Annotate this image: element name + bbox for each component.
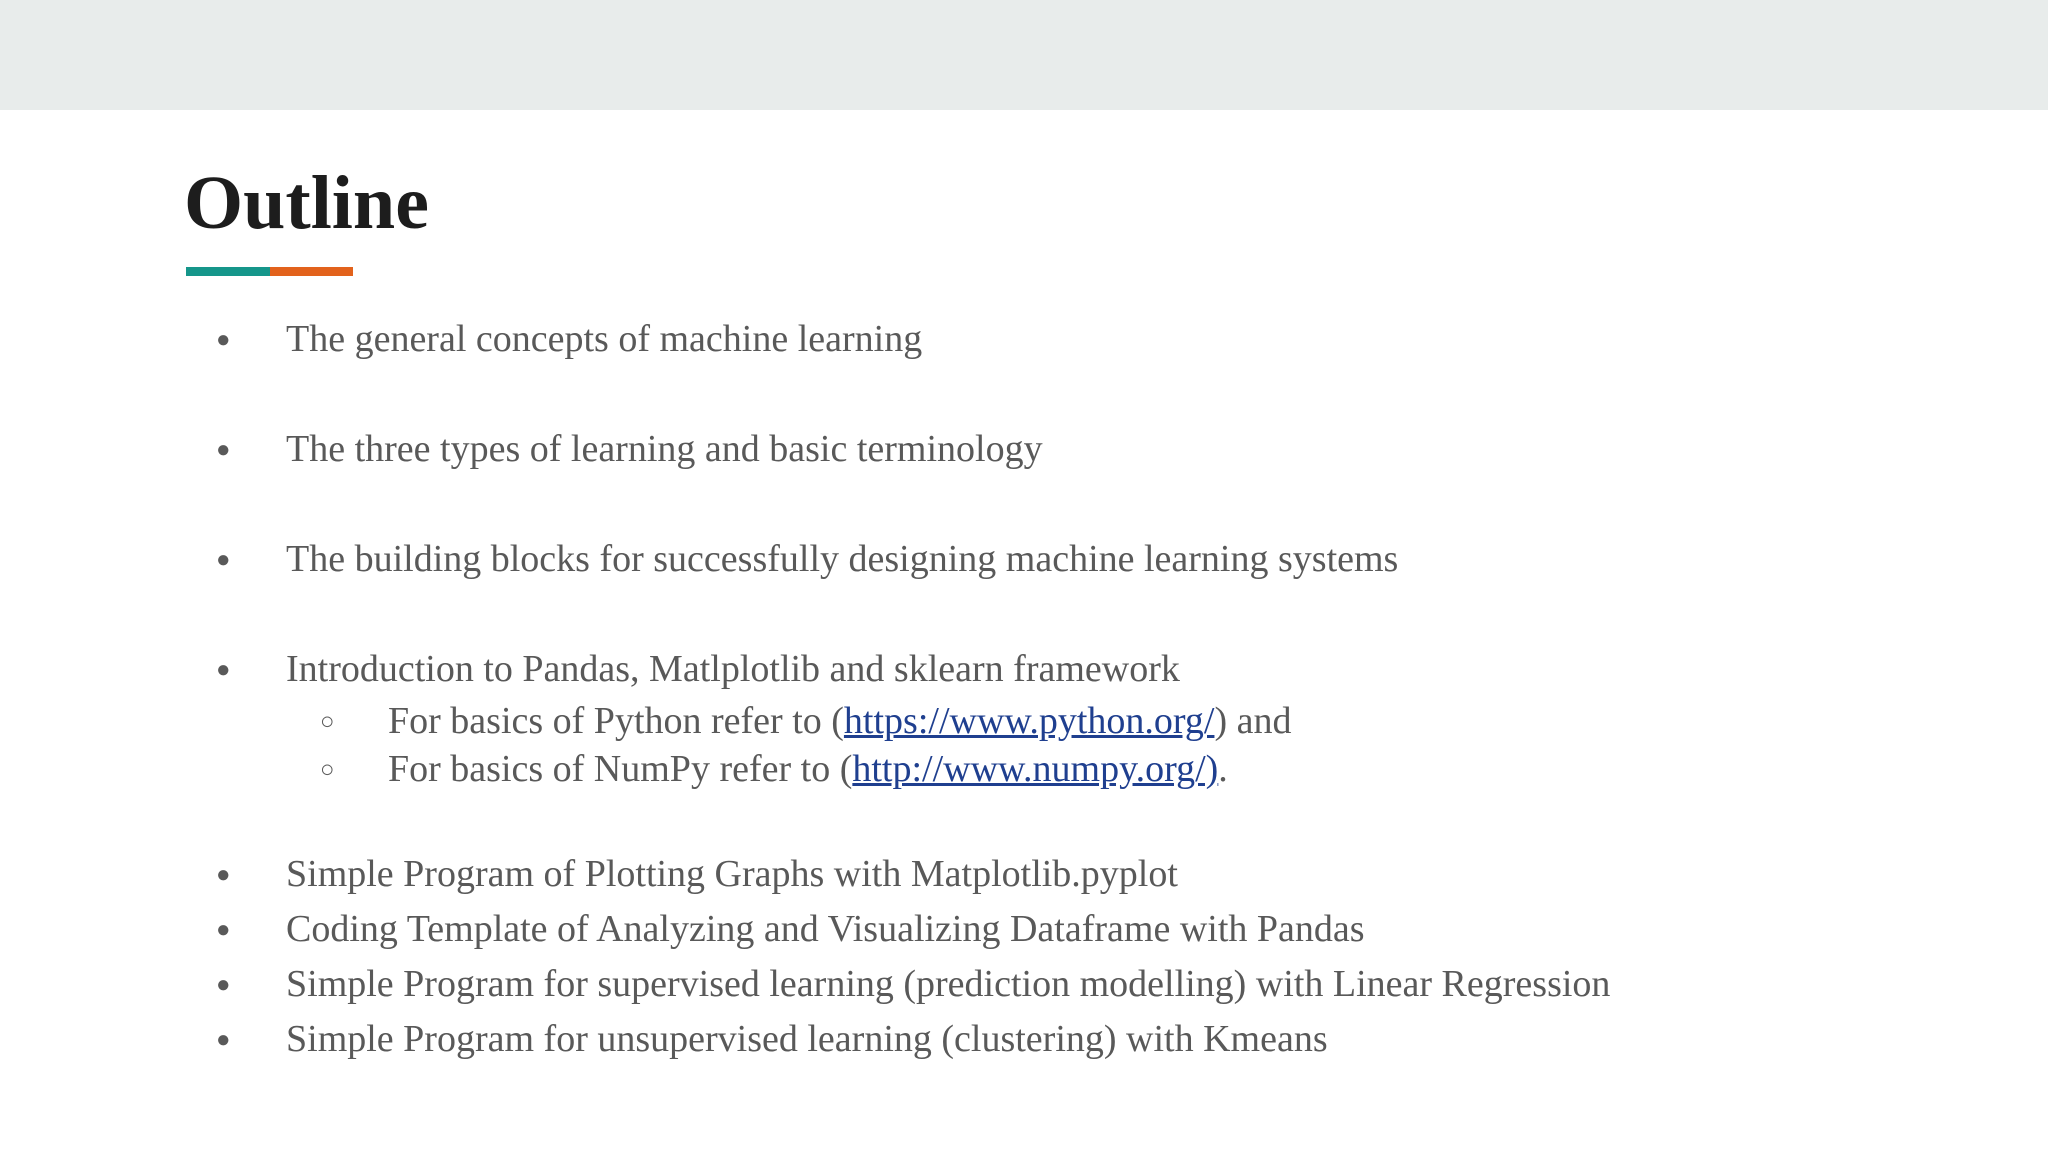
sub-item-suffix: .	[1218, 748, 1228, 790]
title-accent-teal	[186, 267, 270, 276]
outline-item	[216, 426, 1043, 473]
python-link[interactable]: https://www.python.org/	[843, 700, 1215, 742]
bullet-icon: ●	[216, 327, 231, 353]
title-accent-orange	[270, 267, 353, 276]
outline-item-text: Simple Program of Plotting Graphs with Matplotlib.pyplot	[286, 853, 1178, 895]
outline-item	[216, 646, 1180, 693]
sub-bullet-icon: ○	[320, 757, 335, 783]
outline-item	[216, 1016, 1328, 1063]
outline-sub-item	[320, 698, 1291, 745]
numpy-link[interactable]: http://www.numpy.org/)	[852, 748, 1219, 790]
outline-item	[216, 906, 1365, 953]
outline-item	[216, 961, 1610, 1008]
slide-title: Outline	[184, 161, 429, 245]
sub-item-prefix: For basics of NumPy refer to (	[388, 748, 853, 790]
outline-item-text: The three types of learning and basic terminology	[286, 428, 1043, 470]
outline-item-text: Introduction to Pandas, Matlplotlib and sklearn framework	[286, 648, 1180, 690]
bullet-icon: ●	[216, 917, 231, 943]
sub-item-prefix: For basics of Python refer to (	[388, 700, 844, 742]
outline-item-text: Simple Program for supervised learning (prediction modelling) with Linear Regression	[286, 963, 1611, 1005]
bullet-icon: ●	[216, 1027, 231, 1053]
outline-item	[216, 536, 1398, 583]
outline-sub-item	[320, 746, 1228, 793]
outline-item-text: The building blocks for successfully designing machine learning systems	[286, 538, 1399, 580]
outline-item-text: The general concepts of machine learning	[286, 318, 923, 360]
sub-bullet-icon: ○	[320, 709, 335, 735]
top-band	[0, 0, 2048, 110]
bullet-icon: ●	[216, 547, 231, 573]
outline-item	[216, 316, 922, 363]
bullet-icon: ●	[216, 972, 231, 998]
bullet-icon: ●	[216, 862, 231, 888]
bullet-icon: ●	[216, 437, 231, 463]
sub-item-suffix: ) and	[1214, 700, 1292, 742]
outline-item-text: Simple Program for unsupervised learning (clustering) with Kmeans	[286, 1018, 1328, 1060]
outline-item-text: Coding Template of Analyzing and Visualizing Dataframe with Pandas	[286, 908, 1365, 950]
bullet-icon: ●	[216, 657, 231, 683]
outline-item	[216, 851, 1178, 898]
